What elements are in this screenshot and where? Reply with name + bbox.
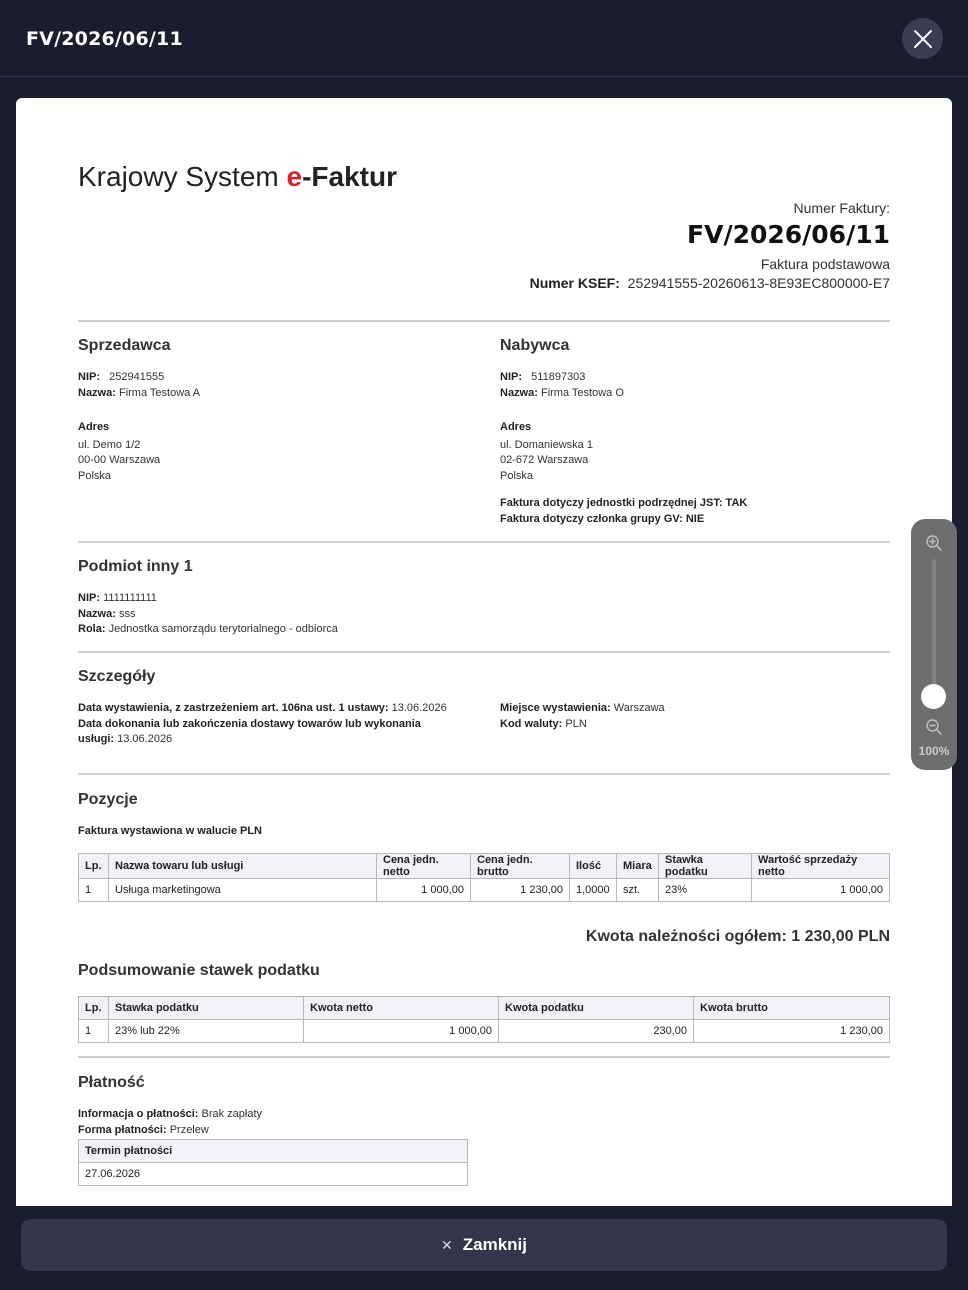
table-row <box>79 879 890 902</box>
invoice-document <box>16 98 952 1206</box>
table-row <box>79 1163 468 1186</box>
divider <box>78 651 890 653</box>
cell: 1 <box>79 1020 109 1043</box>
cell: 23% <box>659 879 752 902</box>
items-heading: Pozycje <box>78 791 138 808</box>
cell: 1 000,00 <box>377 879 471 902</box>
divider <box>78 773 890 775</box>
col-header: Kwota podatku <box>499 997 694 1020</box>
other-entity-heading: Podmiot inny 1 <box>78 558 193 575</box>
cell: 27.06.2026 <box>79 1163 468 1186</box>
modal-footer <box>0 1206 968 1290</box>
col-header: Stawka podatku <box>109 997 304 1020</box>
invoice-number: FV/2026/06/11 <box>687 220 890 249</box>
col-header: Miara <box>617 854 659 879</box>
divider <box>78 541 890 543</box>
details-place: Miejsce wystawienia: Warszawa Kod waluty: PLN <box>500 702 665 730</box>
modal-header <box>0 0 968 77</box>
details-heading: Szczegóły <box>78 668 156 685</box>
close-footer-button[interactable] <box>21 1219 947 1271</box>
table-row <box>79 1020 890 1043</box>
divider <box>78 320 890 322</box>
cell: 1 230,00 <box>694 1020 890 1043</box>
details-dates: Data wystawienia, z zastrzeżeniem art. 106na ust. 1 ustawy: 13.06.2026 Data dokonania lub zakończenia dostawy towarów lub wykonania usługi: 13.06.2026 <box>78 702 447 745</box>
zoom-out-icon[interactable] <box>925 718 943 736</box>
items-note: Faktura wystawiona w walucie PLN <box>78 825 262 837</box>
cell: 1 000,00 <box>304 1020 499 1043</box>
cell: 230,00 <box>499 1020 694 1043</box>
cell: 1,0000 <box>570 879 617 902</box>
seller-address: Adres ul. Demo 1/2 00-00 Warszawa Polska <box>78 421 161 482</box>
close-button[interactable] <box>902 18 943 59</box>
cell: 1 <box>79 879 109 902</box>
brand-title: Krajowy System e-Faktur <box>78 161 397 192</box>
col-header: Wartość sprzedaży netto <box>752 854 890 879</box>
buyer-address: Adres ul. Domaniewska 1 02-672 Warszawa Polska <box>500 421 593 482</box>
zoom-slider-thumb[interactable] <box>921 684 946 709</box>
col-header: Lp. <box>79 854 109 879</box>
zoom-control <box>911 519 957 770</box>
close-icon: ✕ <box>441 1236 453 1253</box>
total-amount: Kwota należności ogółem: 1 230,00 PLN <box>585 928 890 945</box>
tax-summary-table <box>78 996 890 1043</box>
invoice-number-label: Numer Faktury: <box>793 200 890 216</box>
col-header: Nazwa towaru lub usługi <box>109 854 377 879</box>
close-icon <box>913 29 933 49</box>
col-header: Kwota netto <box>304 997 499 1020</box>
col-header: Stawka podatku <box>659 854 752 879</box>
modal-title: FV/2026/06/11 <box>26 28 183 50</box>
col-header: Lp. <box>79 997 109 1020</box>
col-header: Kwota brutto <box>694 997 890 1020</box>
zoom-level: 100% <box>918 744 950 758</box>
divider <box>78 1056 890 1058</box>
table-header-row <box>79 997 890 1020</box>
payment-term-table <box>78 1139 468 1186</box>
invoice-type: Faktura podstawowa <box>760 256 890 272</box>
close-label: Zamknij <box>462 1235 527 1254</box>
col-header: Cena jedn. netto <box>377 854 471 879</box>
cell: 1 230,00 <box>471 879 570 902</box>
cell: 23% lub 22% <box>109 1020 304 1043</box>
cell: 1 000,00 <box>752 879 890 902</box>
col-header: Ilość <box>570 854 617 879</box>
buyer-flags: Faktura dotyczy jednostki podrzędnej JST: TAK Faktura dotyczy członka grupy GV: NIE <box>500 497 748 525</box>
col-header: Cena jedn. brutto <box>471 854 570 879</box>
ksef-number: Numer KSEF: 252941555-20260613-8E93EC800000-E7 <box>529 275 890 291</box>
table-header-row <box>79 1140 468 1163</box>
cell: szt. <box>617 879 659 902</box>
buyer-info: NIP: 511897303 Nazwa: Firma Testowa O <box>500 371 624 399</box>
buyer-heading: Nabywca <box>500 337 570 354</box>
col-header: Termin płatności <box>79 1140 468 1163</box>
cell: Usługa marketingowa <box>109 879 377 902</box>
tax-summary-heading: Podsumowanie stawek podatku <box>78 962 320 979</box>
payment-info: Informacja o płatności: Brak zapłaty Forma płatności: Przelew <box>78 1108 263 1136</box>
zoom-in-icon[interactable] <box>925 534 943 552</box>
table-header-row <box>79 854 890 879</box>
seller-info: NIP: 252941555 Nazwa: Firma Testowa A <box>78 371 201 399</box>
seller-heading: Sprzedawca <box>78 337 171 354</box>
other-entity-info: NIP: 1111111111 Nazwa: sss Rola: Jednostka samorządu terytorialnego - odbiorca <box>78 592 338 635</box>
payment-heading: Płatność <box>78 1074 145 1091</box>
items-table <box>78 853 890 902</box>
